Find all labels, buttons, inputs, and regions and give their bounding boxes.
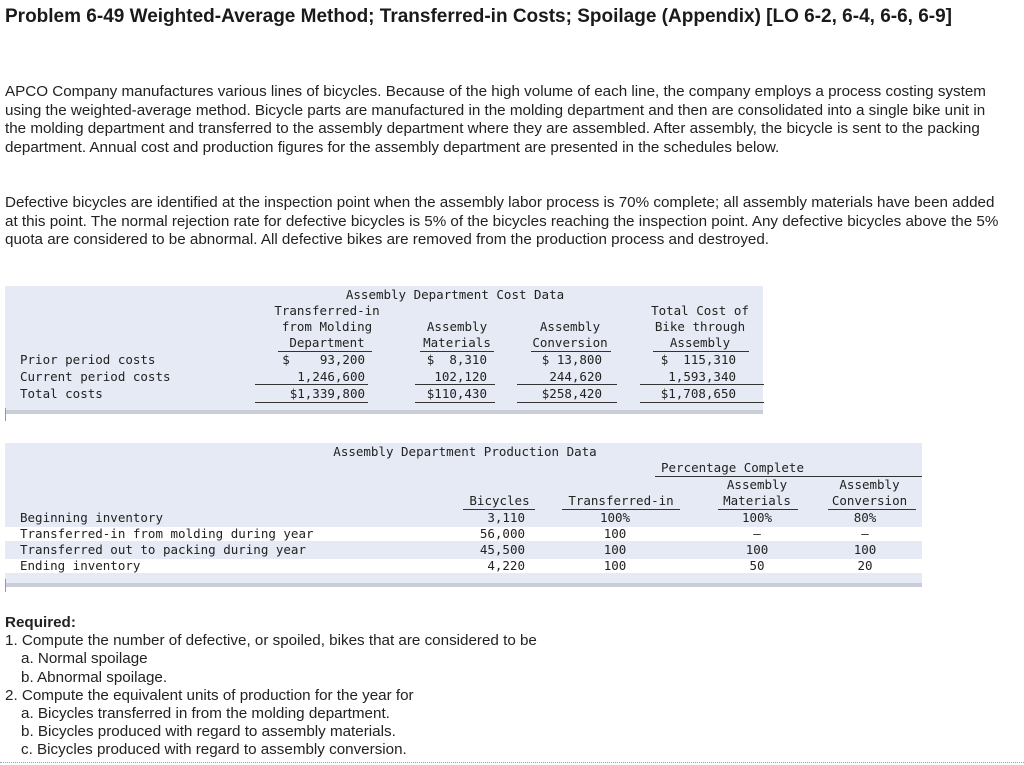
- cell-value: $ 8,310: [426, 352, 487, 367]
- row-label: Ending inventory: [20, 558, 141, 573]
- cell-value: $1,339,800: [289, 386, 365, 401]
- required-heading: Required:: [5, 614, 76, 631]
- cell-value: 1,593,340: [668, 369, 736, 384]
- row-label: Current period costs: [20, 369, 171, 384]
- problem-title: Problem 6-49 Weighted-Average Method; Transferred-in Costs; Spoilage (Appendix) [LO 6-2, 6-4, 6-6, 6-9]: [5, 6, 953, 27]
- bottom-divider: [0, 762, 1024, 763]
- col-header-transferred-in: from Molding: [281, 319, 373, 334]
- col-header-conversion: Assembly: [839, 477, 900, 492]
- cell-value: 3,110: [487, 510, 525, 525]
- row-label: Beginning inventory: [20, 510, 163, 525]
- cell-value: 80%: [853, 510, 877, 525]
- production-table-title: Assembly Department Production Data: [333, 444, 597, 459]
- col-header-materials: Assembly: [726, 477, 788, 492]
- cell-value: 100: [603, 526, 627, 541]
- required-subitem: b. Bicycles produced with regard to assembly materials.: [21, 723, 396, 741]
- required-subitem: a. Normal spoilage: [21, 650, 148, 668]
- col-header-transferred-in: Transferred-in: [568, 493, 674, 508]
- cell-value: $ 93,200: [282, 352, 365, 367]
- col-header-total: Assembly: [669, 335, 731, 350]
- cell-value: 102,120: [434, 369, 487, 384]
- row-label: Total costs: [20, 386, 103, 401]
- cell-value: $110,430: [426, 386, 487, 401]
- cell-value: –: [861, 526, 869, 541]
- percentage-complete-header: Percentage Complete: [661, 460, 804, 475]
- defect-paragraph: Defective bicycles are identified at the inspection point when the assembly labor process is 70% complete; all assembly materials have been added at this point. The normal rejection rate for defective bicycles is 5% of the bicycles reaching the inspection point. Any defective bicycles above the 5% quota are considered to be abnormal. All defective bikes are removed from the production process and destroyed.: [5, 194, 999, 248]
- cell-value: 100%: [599, 510, 631, 525]
- col-header-materials: Assembly: [426, 319, 488, 334]
- row-label: Transferred out to packing during year: [20, 542, 306, 557]
- col-header-transferred-in: Department: [289, 335, 365, 350]
- col-header-conversion: Conversion: [532, 335, 608, 350]
- cell-value: 244,620: [549, 369, 602, 384]
- cell-value: $1,708,650: [660, 386, 736, 401]
- required-subitem: c. Bicycles produced with regard to assembly conversion.: [21, 741, 407, 759]
- cell-value: 45,500: [479, 542, 525, 557]
- cell-value: 50: [749, 558, 765, 573]
- required-item: 1. Compute the number of defective, or spoiled, bikes that are considered to be: [5, 632, 537, 650]
- required-section: [5, 614, 537, 760]
- cell-value: $ 115,310: [660, 352, 736, 367]
- cell-value: 100%: [741, 510, 773, 525]
- col-header-total: Total Cost of: [651, 303, 749, 318]
- cell-value: –: [753, 526, 761, 541]
- required-subitem: b. Abnormal spoilage.: [21, 668, 168, 686]
- cell-value: $258,420: [541, 386, 602, 401]
- required-item: 2. Compute the equivalent units of production for the year for: [5, 686, 414, 704]
- row-label: Prior period costs: [20, 352, 156, 367]
- cell-value: 1,246,600: [297, 369, 365, 384]
- cell-value: 100: [603, 558, 627, 573]
- col-header-bicycles: Bicycles: [469, 493, 530, 508]
- cell-value: 20: [857, 558, 873, 573]
- intro-paragraph: APCO Company manufactures various lines of bicycles. Because of the high volume of each line, the company employs a process costing system using the weighted-average method. Bicycle parts are manufactured in the molding department and then are consolidated into a single bike unit in the molding department and transferred to the assembly department where they are assembled. After assembly, the bicycle is sent to the packing department. Annual cost and production figures for the assembly department are presented in the schedules below.: [5, 83, 986, 156]
- col-header-conversion: Conversion: [831, 493, 908, 508]
- col-header-materials: Materials: [423, 335, 491, 350]
- cell-value: 56,000: [479, 526, 525, 541]
- cell-value: 100: [745, 542, 769, 557]
- cost-table-title: Assembly Department Cost Data: [345, 287, 565, 302]
- col-header-materials: Materials: [723, 493, 791, 508]
- row-label: Transferred-in from molding during year: [20, 526, 314, 541]
- required-subitem: a. Bicycles transferred in from the molding department.: [21, 705, 390, 723]
- cell-value: 4,220: [487, 558, 525, 573]
- cell-value: 100: [853, 542, 877, 557]
- col-header-total: Bike through: [654, 319, 746, 334]
- cell-value: 100: [603, 542, 627, 557]
- cell-value: $ 13,800: [541, 352, 602, 367]
- col-header-conversion: Assembly: [539, 319, 601, 334]
- col-header-transferred-in: Transferred-in: [274, 303, 380, 318]
